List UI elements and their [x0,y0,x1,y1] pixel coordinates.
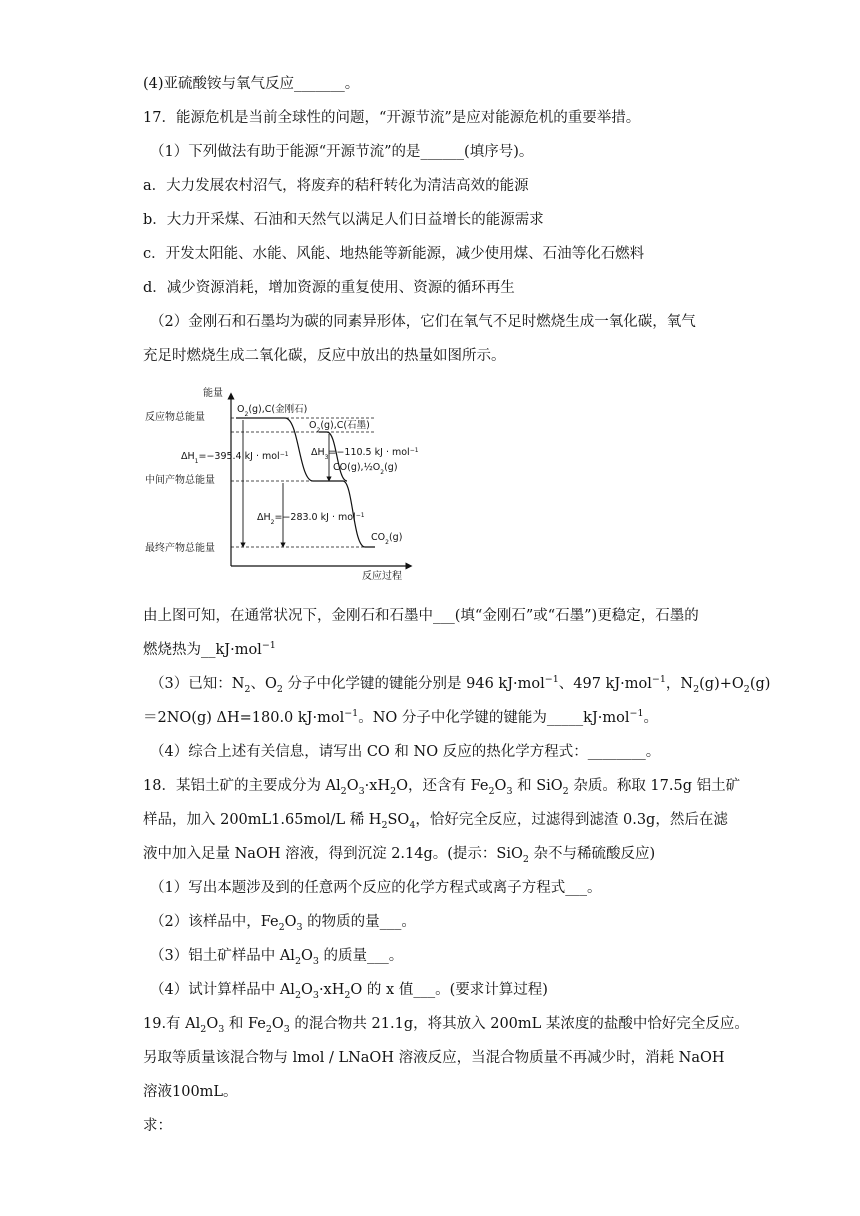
text-line: ＝2NO(g) ΔH=180.0 kJ·mol$^{-1}$。NO 分子中化学键的键能为_____kJ·mol$^{-1}$。 [143,708,659,726]
text-line: 由上图可知，在通常状况下，金刚石和石墨中___(填“金刚石”或“石墨”)更稳定，石墨的 [143,608,699,624]
y-axis-label: 能量 [203,388,223,399]
text-line: （4）试计算样品中 $Al_2O_3\cdot xH_2O$ 的 x 值___。(要求计算过程) [150,982,548,1001]
text-line: （2）金刚石和石墨均为碳的同素异形体，它们在氧气不足时燃烧生成一氧化碳，氧气 [150,314,696,330]
text-line: （1）写出本题涉及到的任意两个反应的化学方程式或离子方程式___。 [150,880,602,896]
text-line: 溶液100mL。 [143,1084,238,1100]
text-line: 18．某铝土矿的主要成分为 $Al_2O_3\cdot xH_2O$，还含有 $Fe_2O_3$ 和 SiO$_2$ 杂质。称取 17.5g 铝土矿 [143,778,741,797]
text-line: （3）已知：$N_2$、$O_2$ 分子中化学键的键能分别是 946 kJ·mol$^{-1}$、497 kJ·mol$^{-1}$，$N_2(g)+O_2(g)$ [150,674,771,695]
text-line: （3）铝土矿样品中 $Al_2O_3$ 的质量___。 [150,948,404,967]
species-co-label: $CO(g),\frac{1}{2}O_2(g)$ [333,462,398,476]
text-line: (4)亚硫酸铵与氧气反应_______。 [143,76,360,92]
dh3-label: $\Delta H_3=-110.5$ kJ · mol$^{-1}$ [311,446,419,461]
text-line: 液中加入足量 NaOH 溶液，得到沉淀 2.14g。(提示：SiO$_2$ 杂不与稀硫酸反应) [143,846,656,865]
text-line: 17．能源危机是当前全球性的问题，“开源节流”是应对能源危机的重要举措。 [143,110,641,126]
level-intermediate-label: 中间产物总能量 [145,475,215,486]
text-line: （4）综合上述有关信息，请写出 CO 和 NO 反应的热化学方程式：________。 [150,744,661,760]
level-final-label: 最终产物总能量 [145,543,215,554]
text-line: 燃烧热为__kJ·mol$^{-1}$ [143,640,276,658]
text-line: c．开发太阳能、水能、风能、地热能等新能源，减少使用煤、石油等化石燃料 [143,246,645,262]
energy-diagram [143,380,443,585]
dh2-label: $\Delta H_2=-283.0$ kJ · mol$^{-1}$ [257,511,365,526]
species-graphite-label: $O_2(g),C$(石墨) [309,420,370,434]
text-line: b．大力开采煤、石油和天然气以满足人们日益增长的能源需求 [143,212,544,228]
x-axis-label: 反应过程 [362,571,402,582]
level-reactant-label: 反应物总能量 [145,412,205,423]
text-line: 19.有 $Al_2O_3$ 和 $Fe_2O_3$ 的混合物共 21.1g，将其放入 200mL 某浓度的盐酸中恰好完全反应。 [143,1016,749,1035]
text-line: （1）下列做法有助于能源“开源节流”的是______(填序号)。 [150,144,534,160]
species-co2-label: $CO_2(g)$ [371,532,403,546]
text-line: 求： [143,1118,172,1134]
text-line: 样品，加入 200mL1.65mol/L 稀 $H_2SO_4$，恰好完全反应，过滤得到滤渣 0.3g，然后在滤 [143,812,728,831]
species-diamond-label: $O_2(g),C$(金刚石) [237,404,308,418]
diamond-curve [236,418,313,481]
text-line: 另取等质量该混合物与 lmol / LNaOH 溶液反应，当混合物质量不再减少时，消耗 NaOH [143,1050,725,1066]
text-line: d．减少资源消耗，增加资源的重复使用、资源的循环再生 [143,280,515,296]
text-line: （2）该样品中，$Fe_2O_3$ 的物质的量___。 [150,914,416,933]
text-line: a．大力发展农村沼气，将废弃的秸秆转化为清洁高效的能源 [143,178,529,194]
text-line: 充足时燃烧生成二氧化碳，反应中放出的热量如图所示。 [143,348,506,364]
dh1-label: $\Delta H_1=-395.4$ kJ · mol$^{-1}$ [181,450,289,465]
